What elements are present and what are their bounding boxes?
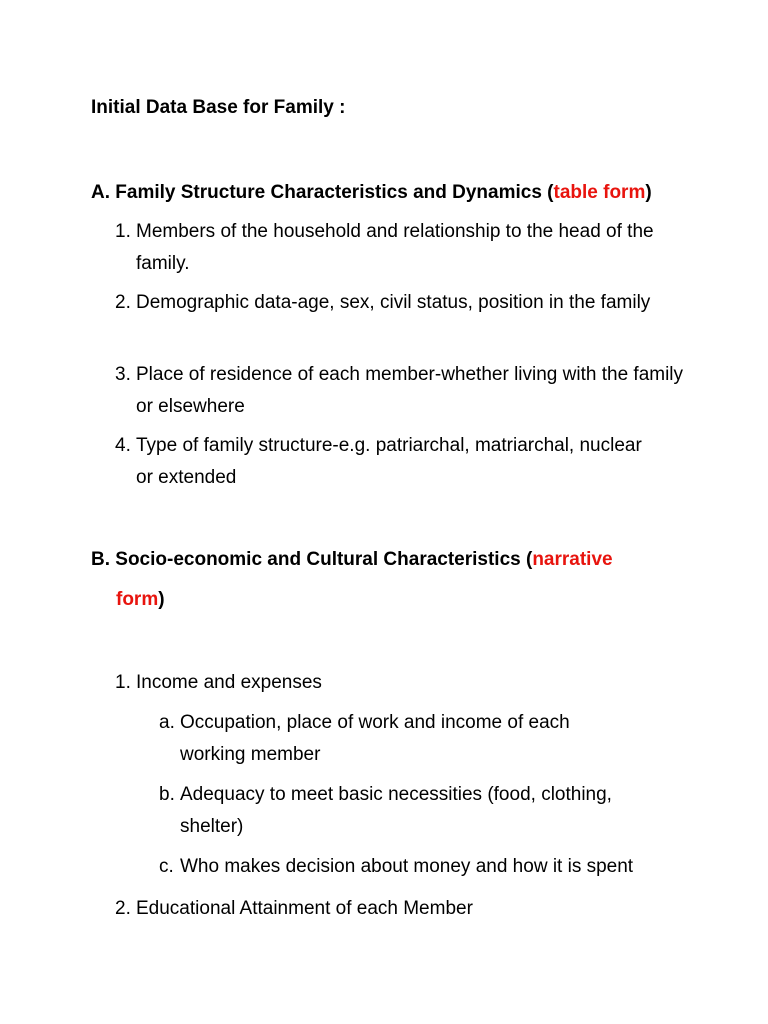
section-b-heading-line-2 bbox=[116, 587, 165, 613]
section-a-heading-prefix: A. Family Structure Characteristics and Dynamics ( bbox=[91, 182, 554, 203]
item-text: Members of the household and relationship to the head of the family. bbox=[136, 221, 654, 274]
section-b-item-2 bbox=[115, 893, 675, 925]
item-text: Place of residence of each member-whether living with the family or elsewhere bbox=[136, 364, 684, 417]
subitem-letter: b. bbox=[159, 784, 175, 805]
item-number: 2. bbox=[115, 292, 131, 313]
section-a-heading bbox=[91, 180, 652, 206]
section-a-item-3 bbox=[115, 359, 685, 423]
section-b-subitem-c bbox=[159, 851, 719, 883]
item-number: 3. bbox=[115, 364, 131, 385]
section-a-heading-suffix: ) bbox=[645, 182, 652, 203]
item-number: 4. bbox=[115, 435, 131, 456]
section-a-heading-highlight: table form bbox=[553, 182, 646, 203]
section-b-item-1 bbox=[115, 667, 675, 699]
subitem-text: Who makes decision about money and how it is spent bbox=[180, 856, 634, 877]
section-b-heading-suffix: ) bbox=[158, 589, 165, 610]
subitem-text: Adequacy to meet basic necessities (food, clothing, shelter) bbox=[180, 784, 612, 837]
section-b-heading-line-1 bbox=[91, 547, 613, 573]
item-text: Type of family structure-e.g. patriarchal, matriarchal, nuclear or extended bbox=[136, 435, 642, 488]
subitem-text: Occupation, place of work and income of each working member bbox=[180, 712, 570, 765]
item-text: Demographic data-age, sex, civil status, position in the family bbox=[136, 292, 651, 313]
section-b-heading-prefix: B. Socio-economic and Cultural Characteristics ( bbox=[91, 549, 533, 570]
section-a-item-4 bbox=[115, 430, 645, 494]
item-number: 1. bbox=[115, 221, 131, 242]
section-b-heading-highlight-2: form bbox=[116, 589, 159, 610]
item-text: Income and expenses bbox=[136, 672, 322, 693]
item-number: 2. bbox=[115, 898, 131, 919]
subitem-letter: c. bbox=[159, 856, 174, 877]
section-a-item-2 bbox=[115, 287, 655, 319]
document-title: Initial Data Base for Family : bbox=[91, 97, 346, 118]
section-a-item-1 bbox=[115, 216, 685, 280]
section-b-subitem-a bbox=[159, 707, 629, 771]
section-b-heading-highlight-1: narrative bbox=[532, 549, 613, 570]
subitem-letter: a. bbox=[159, 712, 175, 733]
item-number: 1. bbox=[115, 672, 131, 693]
item-text: Educational Attainment of each Member bbox=[136, 898, 473, 919]
section-b-subitem-b bbox=[159, 779, 679, 843]
